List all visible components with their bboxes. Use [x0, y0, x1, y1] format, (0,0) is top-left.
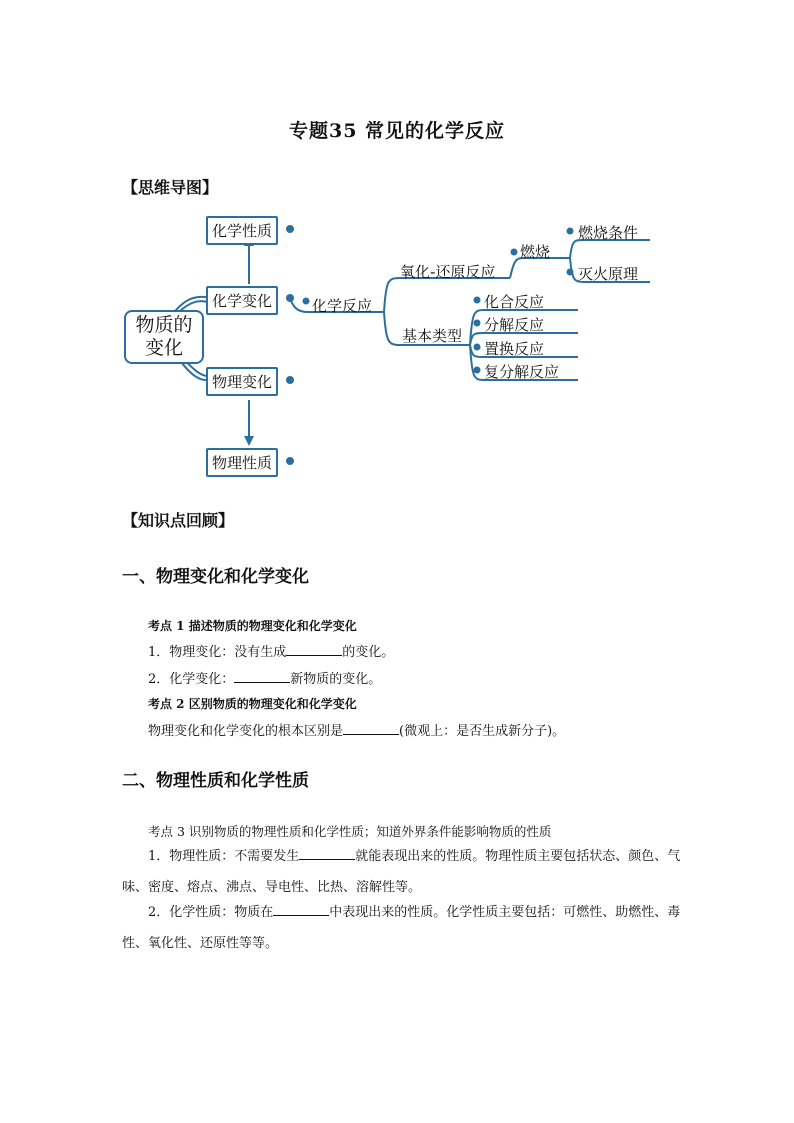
item-3-text-b: (微观上：是否生成新分子)。 [399, 724, 566, 739]
node-combination: 化合反应 [484, 293, 545, 311]
review-heading: 【知识点回顾】 [122, 511, 235, 530]
p2-text-b: 中表现出来的性质。化学性质主要包括：可燃性、助燃性、毒性、氧化性、还原性等等。 [122, 905, 681, 951]
node-combustion: 燃烧 [520, 243, 551, 261]
fill-blank[interactable] [273, 902, 329, 916]
fill-blank[interactable] [343, 721, 399, 735]
item-2 [148, 668, 381, 687]
item-2-text-b: 新物质的变化。 [290, 672, 382, 687]
kaodian-2-title: 考点 2 区别物质的物理变化和化学变化 [148, 697, 357, 711]
paragraph-chem-property [122, 897, 682, 959]
item-1-text-b: 的变化。 [342, 645, 395, 660]
p1-text-b: 就能表现出来的性质。物理性质主要包括状态、颜色、气味、密度、熔点、沸点、导电性、比热、溶解性等。 [122, 849, 681, 895]
p2-text-a: 2．化学性质：物质在 [148, 905, 274, 920]
kaodian-3-title: 考点 3 识别物质的物理性质和化学性质；知道外界条件能影响物质的性质 [148, 824, 552, 839]
node-replacement: 置换反应 [484, 340, 545, 358]
node-redox: 氧化-还原反应 [400, 263, 496, 281]
mind-map [110, 200, 680, 490]
p1-text-a: 1．物理性质：不需要发生 [148, 849, 300, 864]
node-chem-property: 化学性质 [206, 216, 278, 245]
node-extinguish: 灭火原理 [578, 265, 639, 283]
node-double-decomposition: 复分解反应 [484, 363, 560, 381]
fill-blank[interactable] [286, 642, 342, 656]
node-combustion-condition: 燃烧条件 [578, 224, 639, 242]
section-heading-2: 二、物理性质和化学性质 [122, 771, 309, 791]
paragraph-phys-property [122, 841, 682, 903]
item-3-text-a: 物理变化和化学变化的根本区别是 [148, 724, 344, 739]
node-root: 物质的变化 [124, 310, 204, 364]
node-phys-change: 物理变化 [206, 367, 278, 396]
section-heading-1: 一、物理变化和化学变化 [122, 567, 309, 587]
node-basic-types: 基本类型 [402, 327, 463, 345]
kaodian-1-title: 考点 1 描述物质的物理变化和化学变化 [148, 619, 357, 633]
item-3 [148, 720, 565, 739]
item-1 [148, 641, 394, 660]
item-1-text-a: 1．物理变化：没有生成 [148, 645, 287, 660]
fill-blank[interactable] [234, 669, 290, 683]
item-2-text-a: 2．化学变化： [148, 672, 235, 687]
node-decomposition: 分解反应 [484, 316, 545, 334]
node-phys-property: 物理性质 [206, 448, 278, 477]
node-chem-change: 化学变化 [206, 286, 278, 315]
fill-blank[interactable] [299, 846, 355, 860]
mindmap-heading: 【思维导图】 [122, 178, 219, 197]
page-title: 专题35 常见的化学反应 [288, 120, 506, 142]
node-chem-reaction: 化学反应 [312, 297, 373, 315]
